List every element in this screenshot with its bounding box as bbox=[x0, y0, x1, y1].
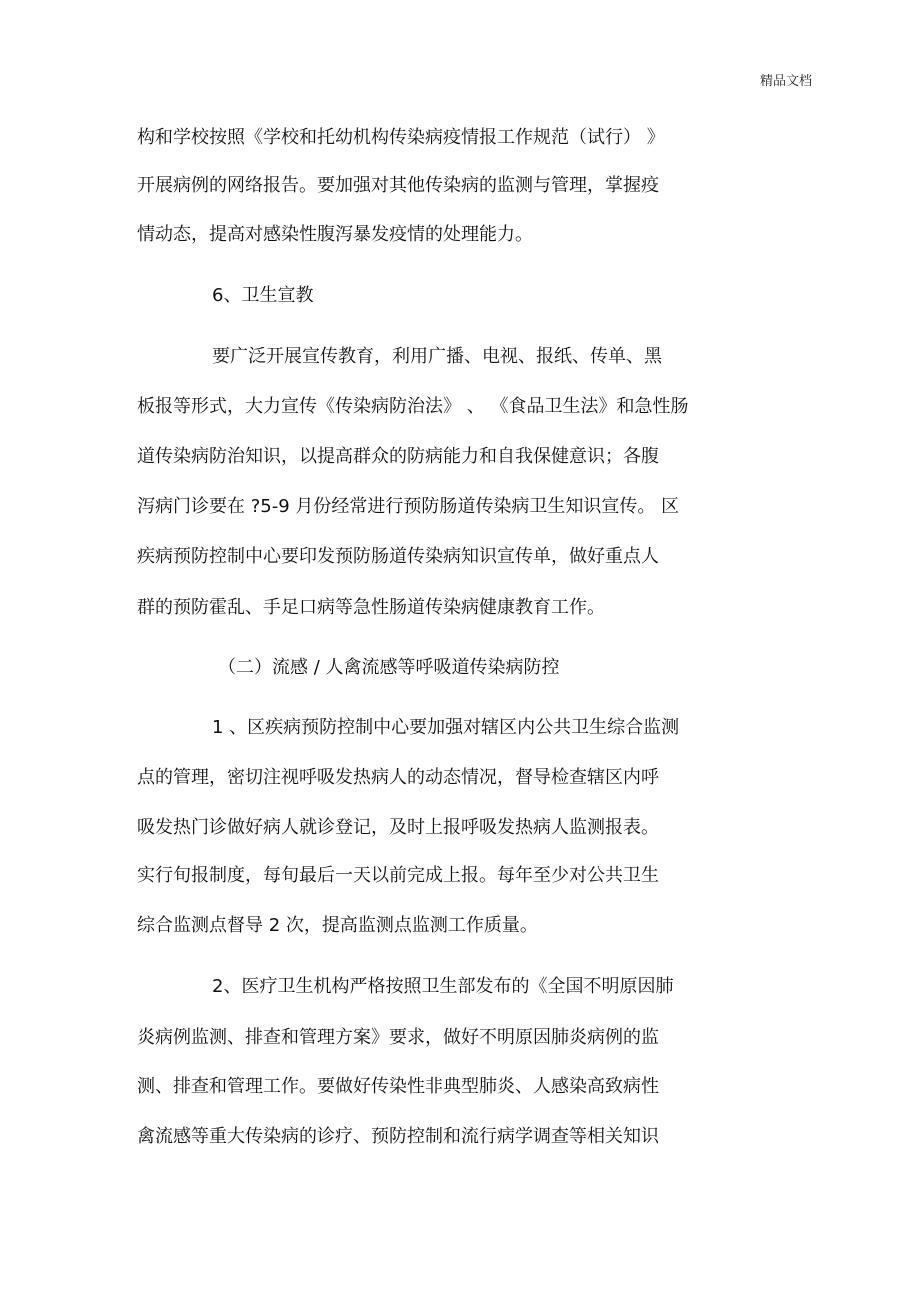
page-header-label: 精品文档 bbox=[760, 74, 813, 89]
text-line: 实行旬报制度，每旬最后一天以前完成上报。每年至少对公共卫生 bbox=[137, 865, 659, 886]
section-heading: 6、卫生宣教 bbox=[212, 285, 314, 306]
text-line: 点的管理，密切注视呼吸发热病人的动态情况，督导检查辖区内呼 bbox=[137, 767, 659, 788]
text-line: 群的预防霍乱、手足口病等急性肠道传染病健康教育工作。 bbox=[137, 597, 605, 618]
text-line: 吸发热门诊做好病人就诊登记，及时上报呼吸发热病人监测报表。 bbox=[137, 817, 659, 838]
text-line: 1 、区疾病预防控制中心要加强对辖区内公共卫生综合监测 bbox=[212, 717, 680, 738]
text-line: 道传染病防治知识，以提高群众的防病能力和自我保健意识；各腹 bbox=[137, 446, 659, 467]
text-line: 禽流感等重大传染病的诊疗、预防控制和流行病学调查等相关知识 bbox=[137, 1126, 659, 1147]
text-line: 2、医疗卫生机构严格按照卫生部发布的《全国不明原因肺 bbox=[212, 976, 674, 997]
text-line: 测、排查和管理工作。要做好传染性非典型肺炎、人感染高致病性 bbox=[137, 1076, 659, 1097]
text-line: 综合监测点督导 2 次，提高监测点监测工作质量。 bbox=[137, 915, 538, 936]
text-line: 情动态，提高对感染性腹泻暴发疫情的处理能力。 bbox=[137, 224, 533, 245]
text-line: 泻病门诊要在 ?5-9 月份经常进行预防肠道传染病卫生知识宣传。 区 bbox=[137, 496, 680, 517]
text-line: 要广泛开展宣传教育，利用广播、电视、报纸、传单、黑 bbox=[212, 346, 662, 367]
text-line: 炎病例监测、排查和管理方案》要求，做好不明原因肺炎病例的监 bbox=[137, 1027, 659, 1048]
text-line: 板报等形式，大力宣传《传染病防治法》 、 《食品卫生法》和急性肠 bbox=[137, 396, 689, 417]
text-line: 开展病例的网络报告。要加强对其他传染病的监测与管理，掌握疫 bbox=[137, 175, 659, 196]
text-line: 构和学校按照《学校和托幼机构传染病疫情报工作规范（试行） 》 bbox=[137, 127, 665, 148]
text-line: 疾病预防控制中心要印发预防肠道传染病知识宣传单，做好重点人 bbox=[137, 546, 659, 567]
section-heading: （二）流感 / 人禽流感等呼吸道传染病防控 bbox=[218, 657, 560, 678]
